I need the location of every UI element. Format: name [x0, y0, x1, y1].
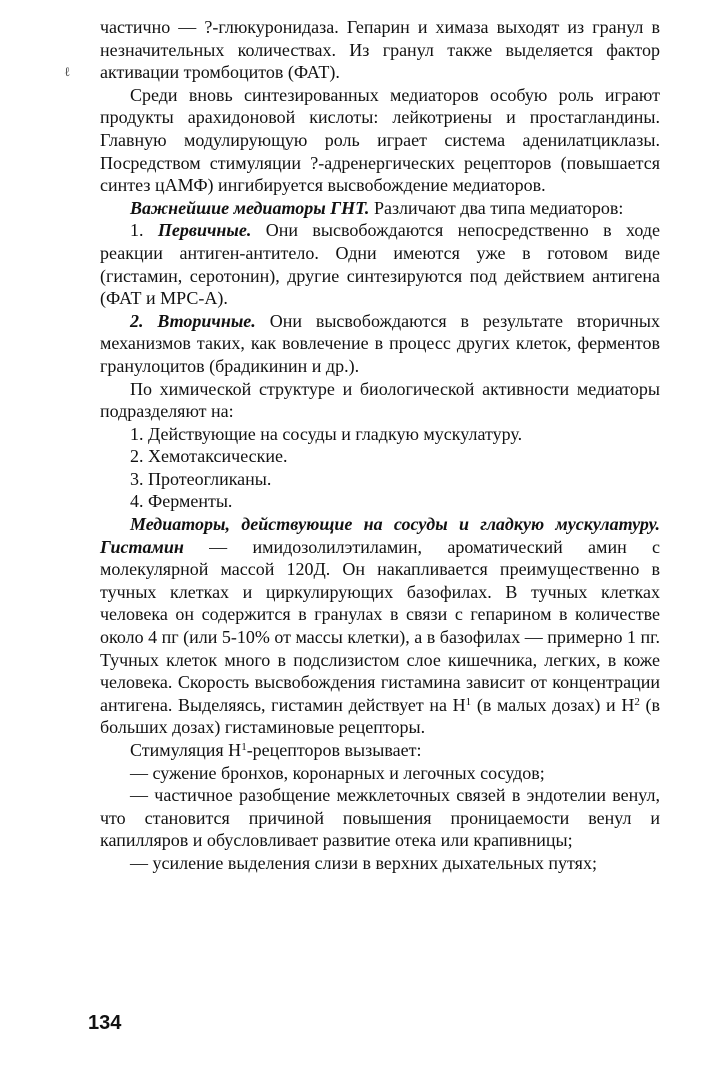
paragraph-primary-mediators: [100, 219, 660, 309]
text-main-mediators: Различают два типа медиаторов:: [369, 197, 624, 218]
paragraph-effect-bronchi: — сужение бронхов, коронарных и легочных сосудов;: [130, 762, 545, 783]
text-h1-b: -рецепторов вызывает:: [246, 740, 422, 760]
list-item: 2. Хемотаксические.: [130, 446, 288, 467]
page-number: 134: [88, 1012, 122, 1034]
heading-secondary: 2. Вторичные.: [130, 310, 256, 331]
paragraph-effect-mucus: — усиление выделения слизи в верхних дыхательных путях;: [130, 852, 597, 873]
text-histamine-a: — имидозолилэтиламин, ароматический амин с молекулярной массой 120Д. Он накапливается преимущественно в тучных клетках и циркулирующих базофилах. В тучных клетках человека он содержится в гранулах в связи с гепарином в количестве около 4 пг (или 5-10% от массы клетки), а в базофилах — примерно 1 пг. Тучных клеток много в подслизистом слое кишечника, легких, в коже человека. Скорость высвобождения гистамина зависит от концентрации антигена. Выделяясь, гистамин действует на Н: [100, 536, 660, 715]
heading-main-mediators: Важнейшие медиаторы ГНТ.: [130, 197, 370, 218]
text-histamine-c: (в больших дозах) гистаминовые рецепторы.: [100, 694, 660, 738]
heading-histamine: Медиаторы, действующие на сосуды и гладкую мускулатуру. Гистамин: [100, 514, 660, 557]
paragraph-granule-release: частично — ?-глюкуронидаза. Гепарин и химаза выходят из гранул в незначительных количествах. Из гранул также выделяется фактор активации тромбоцитов (ФАТ).: [100, 17, 660, 83]
text-secondary: Они высвобождаются в результате вторичных механизмов таких, как вовлечение в процесс других клеток, ферментов гранулоцитов (брадикинин и др.).: [100, 310, 661, 376]
paragraph-new-mediators: Среди вновь синтезированных медиаторов особую роль играют продукты арахидоновой кислоты: лейкотриены и простагландины. Главную модулирующую роль играет система аденилатциклазы. Посредством стимуляции ?-адренергических рецепторов (повышается синтез цАМФ) ингибируется высвобождение медиаторов.: [100, 84, 660, 196]
text-histamine-b: (в малых дозах) и Н: [471, 694, 635, 715]
list-item: 4. Ферменты.: [130, 491, 233, 512]
primary-number: 1.: [130, 220, 158, 241]
superscript-h1-receptor: 1: [241, 741, 247, 753]
text-h1-a: Стимуляция Н: [130, 740, 242, 760]
list-item: 3. Протеогликаны.: [130, 468, 272, 489]
paragraph-h1-stimulation: [100, 739, 660, 762]
paragraph-classification: По химической структуре и биологической активности медиаторы подразделяют на:: [100, 378, 660, 422]
paragraph-secondary-mediators: [100, 310, 660, 378]
margin-mark: ℓ: [64, 64, 71, 79]
list-item: 1. Действующие на сосуды и гладкую мускулатуру.: [130, 423, 523, 444]
page-body-text: [100, 16, 660, 875]
text-primary: Они высвобождаются непосредственно в ходе реакции антиген-антитело. Одни имеются уже в готовом виде (гистамин, серотонин), другие синтезируются под действием антигена (ФАТ и МРС-А).: [100, 220, 660, 309]
paragraph-histamine: [100, 513, 660, 739]
heading-primary: Первичные.: [157, 220, 252, 241]
superscript-h2: 2: [634, 695, 640, 708]
paragraph-main-mediators: [100, 197, 660, 220]
paragraph-effect-endothelium: — частичное разобщение межклеточных связей в эндотелии венул, что становится причиной повышения проницаемости венул и капилляров и обусловливает развитие отека или крапивницы;: [100, 785, 660, 851]
superscript-h1: 1: [465, 695, 472, 708]
